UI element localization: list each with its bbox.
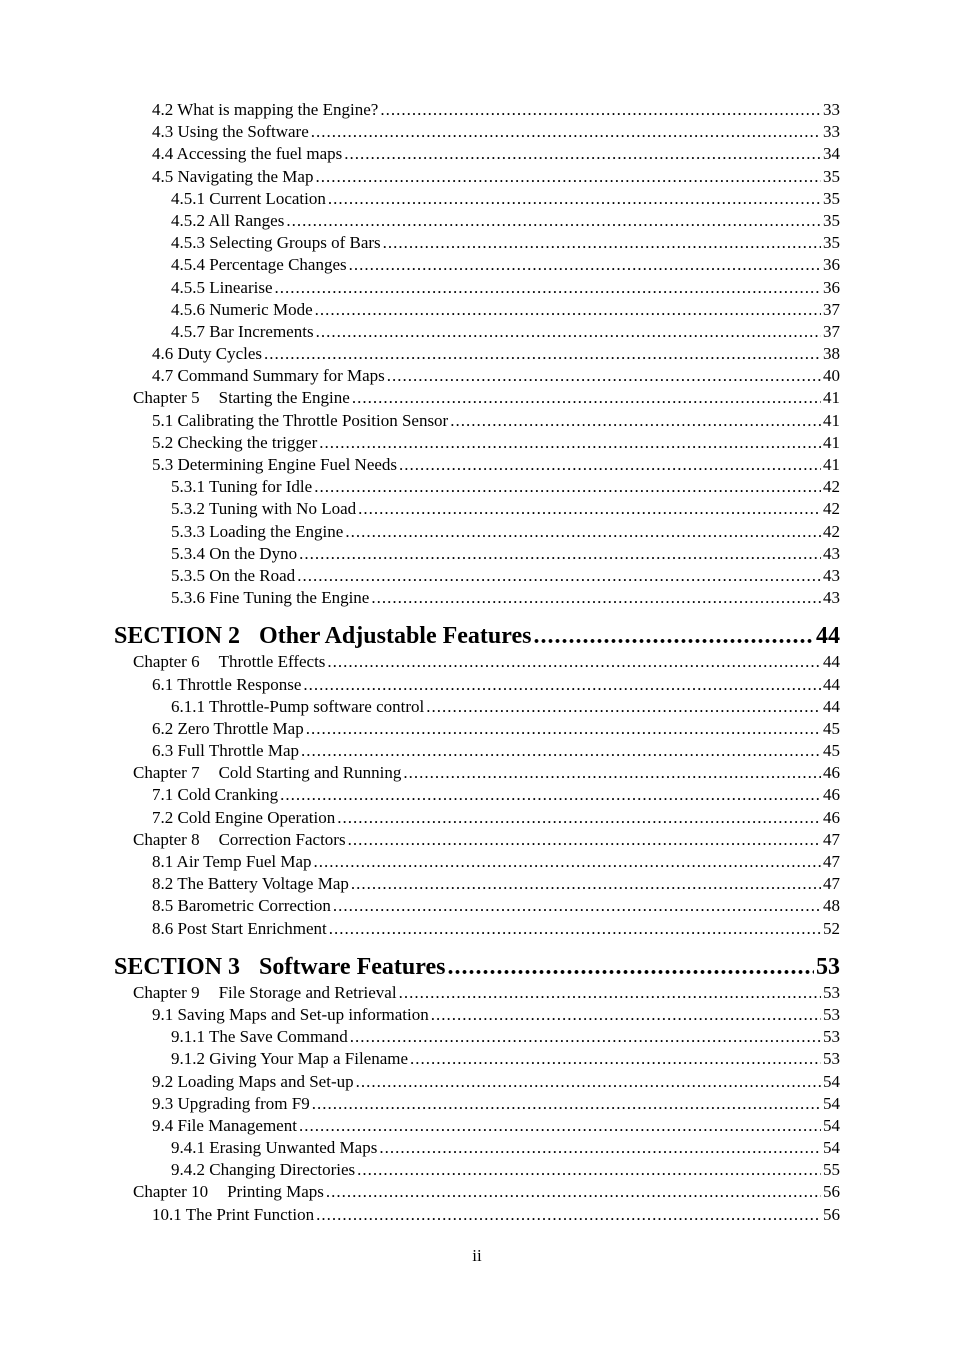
toc-entry-text: Throttle Effects	[218, 652, 326, 672]
toc-entry-text: Cold Starting and Running	[218, 763, 402, 783]
toc-entry[interactable]	[0, 121, 840, 143]
toc-entry-title	[152, 99, 378, 121]
toc-page-number: 53	[823, 982, 840, 1002]
toc-entry-text: 8.1 Air Temp Fuel Map	[152, 852, 312, 871]
toc-entry-text: 4.4 Accessing the fuel maps	[152, 144, 343, 164]
dot-leader	[275, 277, 822, 299]
toc-page-number: 46	[823, 785, 840, 805]
toc-chapter-entry[interactable]	[0, 829, 840, 851]
dot-leader	[329, 918, 821, 940]
dot-leader	[327, 651, 821, 673]
toc-entry-text: Correction Factors	[218, 829, 346, 849]
toc-entry-title	[133, 762, 401, 784]
toc-entry[interactable]	[0, 1071, 840, 1093]
toc-entry-title	[152, 410, 448, 432]
toc-entry-text: 4.5 Navigating the Map	[152, 166, 314, 186]
toc-page-number: 53	[823, 1027, 840, 1047]
toc-page-number: 33	[823, 100, 840, 119]
toc-page-number: 37	[823, 321, 840, 341]
toc-entry[interactable]	[0, 410, 840, 432]
toc-entry-title	[171, 188, 326, 210]
dot-leader	[533, 621, 814, 651]
toc-entry-label: SECTION 3	[114, 953, 241, 980]
toc-entry-text: 4.5.6 Numeric Mode	[171, 299, 313, 319]
toc-entry-text: File Storage and Retrieval	[218, 982, 397, 1002]
toc-entry-text: 5.3 Determining Engine Fuel Needs	[152, 455, 398, 474]
toc-page-number: 35	[823, 166, 840, 186]
dot-leader	[371, 587, 821, 609]
toc-entry-title	[152, 365, 385, 387]
dot-leader	[319, 432, 821, 454]
toc-entry-text: 10.1 The Print Function	[152, 1204, 315, 1224]
toc-entry[interactable]	[0, 1204, 840, 1226]
toc-entry[interactable]	[0, 1048, 840, 1070]
toc-entry-title	[171, 232, 381, 254]
dot-leader	[344, 143, 821, 165]
toc-page-number: 54	[823, 1071, 840, 1091]
toc-page-number: 48	[823, 896, 840, 916]
toc-entry-text: 7.2 Cold Engine Operation	[152, 807, 336, 827]
toc-page-number: 41	[823, 432, 840, 452]
dot-leader	[379, 1137, 821, 1159]
toc-entry-title	[133, 387, 350, 409]
toc-entry-title	[171, 565, 295, 587]
toc-entry-text: 9.4.1 Erasing Unwanted Maps	[171, 1138, 378, 1158]
toc-entry[interactable]	[0, 166, 840, 188]
toc-entry-title	[114, 621, 531, 651]
toc-entry[interactable]	[0, 188, 840, 210]
toc-entry-text: Printing Maps	[227, 1182, 324, 1202]
dot-leader	[447, 952, 814, 982]
toc-entry-title	[171, 254, 347, 276]
toc-entry-text: 4.5.4 Percentage Changes	[171, 255, 347, 275]
toc-page-number: 34	[823, 144, 840, 164]
dot-leader	[316, 1204, 821, 1226]
toc-page-number: 44	[823, 652, 840, 672]
toc-entry-title	[152, 895, 331, 917]
toc-entry-title	[152, 343, 262, 365]
toc-page-number: 35	[823, 188, 840, 208]
toc-page-number: 42	[823, 477, 840, 497]
dot-leader	[315, 299, 821, 321]
dot-leader	[345, 521, 821, 543]
dot-leader	[351, 873, 821, 895]
toc-page-number: 54	[823, 1138, 840, 1158]
toc-entry-text: Software Features	[259, 953, 446, 980]
toc-entry[interactable]	[0, 587, 840, 609]
toc-entry-title	[152, 1115, 297, 1137]
toc-entry-text: Starting the Engine	[218, 388, 350, 408]
toc-chapter-entry[interactable]	[0, 1181, 840, 1203]
toc-entry-text: 5.3.1 Tuning for Idle	[171, 477, 313, 497]
toc-entry-title	[114, 952, 445, 982]
dot-leader	[299, 543, 821, 565]
toc-entry-title	[171, 277, 273, 299]
toc-entry-title	[152, 873, 349, 895]
toc-entry[interactable]	[0, 99, 840, 121]
toc-entry-label: SECTION 2	[114, 623, 241, 650]
toc-entry-text: 9.3 Upgrading from F9	[152, 1093, 310, 1113]
toc-entry[interactable]	[0, 365, 840, 387]
toc-page-number: 37	[823, 299, 840, 319]
dot-leader	[306, 718, 821, 740]
toc-page-number: 41	[823, 410, 840, 430]
toc-chapter-entry[interactable]	[0, 387, 840, 409]
dot-leader	[280, 784, 821, 806]
toc-entry-text: 9.1.2 Giving Your Map a Filename	[171, 1049, 409, 1069]
toc-entry[interactable]	[0, 740, 840, 762]
toc-entry-text: 4.5.7 Bar Increments	[171, 321, 314, 341]
toc-entry-title	[133, 651, 325, 673]
toc-entry-text: 4.3 Using the Software	[152, 122, 309, 142]
toc-page-number: 43	[823, 588, 840, 608]
toc-page-number: 56	[823, 1182, 840, 1202]
toc-entry-title	[152, 718, 304, 740]
toc-entry-title	[152, 454, 397, 476]
toc-page-number: 44	[823, 696, 840, 716]
toc-entry-text: 4.5.2 All Ranges	[171, 210, 285, 230]
toc-entry-title	[152, 851, 312, 873]
dot-leader	[350, 1026, 821, 1048]
dot-leader	[337, 807, 821, 829]
dot-leader	[328, 188, 821, 210]
page-number: ii	[472, 1246, 482, 1265]
toc-entry-label: Chapter 9	[133, 982, 200, 1002]
toc-entry[interactable]	[0, 565, 840, 587]
toc-entry-title	[133, 982, 397, 1004]
toc-entry-title	[152, 807, 335, 829]
toc-entry-title	[171, 1137, 377, 1159]
toc-entry-text: 5.3.6 Fine Tuning the Engine	[171, 588, 370, 608]
dot-leader	[326, 1181, 821, 1203]
toc-entry-title	[152, 918, 327, 940]
toc-entry-title	[171, 321, 314, 343]
toc-entry-text: 7.1 Cold Cranking	[152, 785, 279, 805]
toc-entry[interactable]	[0, 321, 840, 343]
toc-entry-title	[171, 696, 424, 718]
toc-entry-label: Chapter 10	[133, 1182, 209, 1202]
dot-leader	[349, 254, 821, 276]
toc-page-number: 43	[823, 565, 840, 585]
toc-entry[interactable]	[0, 895, 840, 917]
toc-page-number: 36	[823, 255, 840, 275]
toc-entry[interactable]	[0, 543, 840, 565]
toc-entry-title	[133, 1181, 324, 1203]
toc-entry[interactable]	[0, 873, 840, 895]
toc-entry-text: 4.5.1 Current Location	[171, 188, 326, 208]
toc-entry[interactable]	[0, 277, 840, 299]
toc-entry[interactable]	[0, 918, 840, 940]
toc-entry-label: Chapter 7	[133, 763, 200, 783]
toc-entry-text: 4.5.5 Linearise	[171, 277, 273, 297]
toc-page-number: 44	[816, 623, 840, 650]
toc-page-number: 55	[823, 1160, 840, 1180]
toc-entry[interactable]	[0, 1026, 840, 1048]
toc-entry-text: 9.4 File Management	[152, 1115, 297, 1135]
toc-page-number: 36	[823, 277, 840, 297]
toc-chapter-entry[interactable]	[0, 762, 840, 784]
dot-leader	[426, 696, 821, 718]
dot-leader	[264, 343, 821, 365]
dot-leader	[358, 498, 821, 520]
toc-entry[interactable]	[0, 210, 840, 232]
toc-entry[interactable]	[0, 696, 840, 718]
toc-page-number: 46	[823, 807, 840, 827]
toc-entry-title	[133, 829, 346, 851]
toc-page-number: 40	[823, 366, 840, 386]
toc-entry-title	[171, 1026, 348, 1048]
toc-page-number: 45	[823, 718, 840, 738]
toc-page-number: 33	[823, 122, 840, 142]
toc-page-number: 47	[823, 874, 840, 894]
toc-chapter-entry[interactable]	[0, 651, 840, 673]
toc-page-number: 43	[823, 543, 840, 563]
toc-entry-title	[152, 432, 317, 454]
toc-page-number: 42	[823, 499, 840, 519]
dot-leader	[333, 895, 821, 917]
toc-entry-title	[152, 740, 299, 762]
dot-leader	[399, 454, 821, 476]
toc-entry-title	[171, 498, 356, 520]
toc-entry-title	[171, 210, 284, 232]
dot-leader	[312, 1093, 821, 1115]
toc-entry-label: Chapter 8	[133, 829, 200, 849]
toc-entry[interactable]	[0, 1115, 840, 1137]
dot-leader	[383, 232, 821, 254]
toc-page-number: 41	[823, 388, 840, 408]
toc-entry[interactable]	[0, 143, 840, 165]
toc-entry-text: 6.3 Full Throttle Map	[152, 741, 300, 761]
toc-entry-text: 6.1 Throttle Response	[152, 674, 302, 694]
toc-entry-title	[152, 1004, 429, 1026]
dot-leader	[380, 99, 821, 121]
dot-leader	[316, 321, 821, 343]
toc-entry-title	[152, 784, 278, 806]
toc-entry-title	[171, 587, 369, 609]
toc-entry-title	[152, 121, 309, 143]
toc-page-number: 53	[823, 1049, 840, 1069]
toc-entry-text: 4.6 Duty Cycles	[152, 344, 263, 364]
toc-entry-text: 5.3.3 Loading the Engine	[171, 521, 344, 541]
dot-leader	[311, 121, 821, 143]
toc-entry[interactable]	[0, 521, 840, 543]
toc-entry-title	[171, 299, 313, 321]
dot-leader	[357, 1159, 821, 1181]
toc-entry-title	[171, 521, 343, 543]
toc-entry[interactable]	[0, 674, 840, 696]
dot-leader	[315, 166, 821, 188]
toc-page-number: 53	[823, 1004, 840, 1024]
toc-entry-title	[152, 1071, 354, 1093]
toc-page-number: 38	[823, 344, 840, 364]
toc-entry[interactable]	[0, 343, 840, 365]
toc-entry-title	[152, 143, 342, 165]
toc-entry-text: 5.2 Checking the trigger	[152, 432, 318, 452]
toc-entry-text: 4.7 Command Summary for Maps	[152, 366, 385, 386]
toc-section-entry[interactable]	[0, 952, 840, 982]
toc-entry-title	[152, 1093, 310, 1115]
toc-page-number: 35	[823, 210, 840, 230]
toc-page-number: 45	[823, 741, 840, 761]
dot-leader	[286, 210, 821, 232]
dot-leader	[314, 476, 821, 498]
dot-leader	[399, 982, 821, 1004]
dot-leader	[348, 829, 821, 851]
toc-entry-text: 9.2 Loading Maps and Set-up	[152, 1071, 354, 1091]
toc-page-number: 44	[823, 674, 840, 694]
toc-entry[interactable]	[0, 476, 840, 498]
toc-entry-text: 9.1.1 The Save Command	[171, 1027, 348, 1047]
toc-entry[interactable]	[0, 784, 840, 806]
toc-entry[interactable]	[0, 1093, 840, 1115]
dot-leader	[403, 762, 821, 784]
toc-entry-text: 5.3.5 On the Road	[171, 565, 296, 585]
toc-page-number: 47	[823, 852, 840, 871]
toc-entry[interactable]	[0, 1004, 840, 1026]
toc-page-number: 42	[823, 521, 840, 541]
toc-entry-label: Chapter 6	[133, 652, 200, 672]
toc-entry-text: 6.2 Zero Throttle Map	[152, 718, 304, 738]
toc-page-number: 47	[823, 829, 840, 849]
toc-page-number: 54	[823, 1115, 840, 1135]
toc-page-number: 54	[823, 1093, 840, 1113]
toc-page-number: 56	[823, 1204, 840, 1224]
toc-entry-title	[171, 1048, 408, 1070]
toc-entry-text: 4.5.3 Selecting Groups of Bars	[171, 233, 381, 253]
dot-leader	[299, 1115, 821, 1137]
toc-page-number: 41	[823, 455, 840, 474]
toc-entry-text: 4.2 What is mapping the Engine?	[152, 100, 379, 119]
toc-entry[interactable]	[0, 718, 840, 740]
toc-section-entry[interactable]	[0, 621, 840, 651]
table-of-contents	[0, 99, 954, 1226]
toc-page-number: 35	[823, 233, 840, 253]
dot-leader	[431, 1004, 821, 1026]
toc-chapter-entry[interactable]	[0, 982, 840, 1004]
toc-entry-label: Chapter 5	[133, 388, 200, 408]
dot-leader	[410, 1048, 821, 1070]
toc-entry-text: 9.1 Saving Maps and Set-up information	[152, 1004, 429, 1024]
dot-leader	[314, 851, 821, 873]
toc-entry-title	[171, 543, 297, 565]
toc-entry-text: Other Adjustable Features	[259, 623, 532, 650]
dot-leader	[303, 674, 821, 696]
toc-entry[interactable]	[0, 498, 840, 520]
dot-leader	[297, 565, 821, 587]
toc-entry-text: 5.3.2 Tuning with No Load	[171, 499, 357, 519]
dot-leader	[301, 740, 821, 762]
toc-entry-text: 5.1 Calibrating the Throttle Position Sensor	[152, 410, 449, 430]
toc-entry-text: 8.6 Post Start Enrichment	[152, 918, 327, 938]
toc-page-number: 52	[823, 918, 840, 938]
toc-entry-title	[152, 166, 313, 188]
toc-entry[interactable]	[0, 432, 840, 454]
toc-entry-title	[152, 674, 301, 696]
toc-entry-title	[171, 476, 312, 498]
toc-entry-text: 9.4.2 Changing Directories	[171, 1160, 356, 1180]
toc-entry-title	[152, 1204, 314, 1226]
toc-entry[interactable]	[0, 1137, 840, 1159]
dot-leader	[387, 365, 821, 387]
toc-entry[interactable]	[0, 851, 840, 873]
toc-entry[interactable]	[0, 232, 840, 254]
toc-entry[interactable]	[0, 299, 840, 321]
toc-entry[interactable]	[0, 454, 840, 476]
toc-entry-text: 5.3.4 On the Dyno	[171, 543, 298, 563]
toc-entry-text: 8.2 The Battery Voltage Map	[152, 874, 349, 894]
toc-page-number: 46	[823, 763, 840, 783]
toc-entry[interactable]	[0, 1159, 840, 1181]
toc-entry-text: 6.1.1 Throttle-Pump software control	[171, 696, 425, 716]
toc-entry-text: 8.5 Barometric Correction	[152, 896, 331, 916]
toc-entry[interactable]	[0, 254, 840, 276]
dot-leader	[356, 1071, 821, 1093]
toc-page-number: 53	[816, 953, 840, 980]
dot-leader	[450, 410, 821, 432]
toc-entry-title	[171, 1159, 355, 1181]
dot-leader	[352, 387, 821, 409]
toc-entry[interactable]	[0, 807, 840, 829]
